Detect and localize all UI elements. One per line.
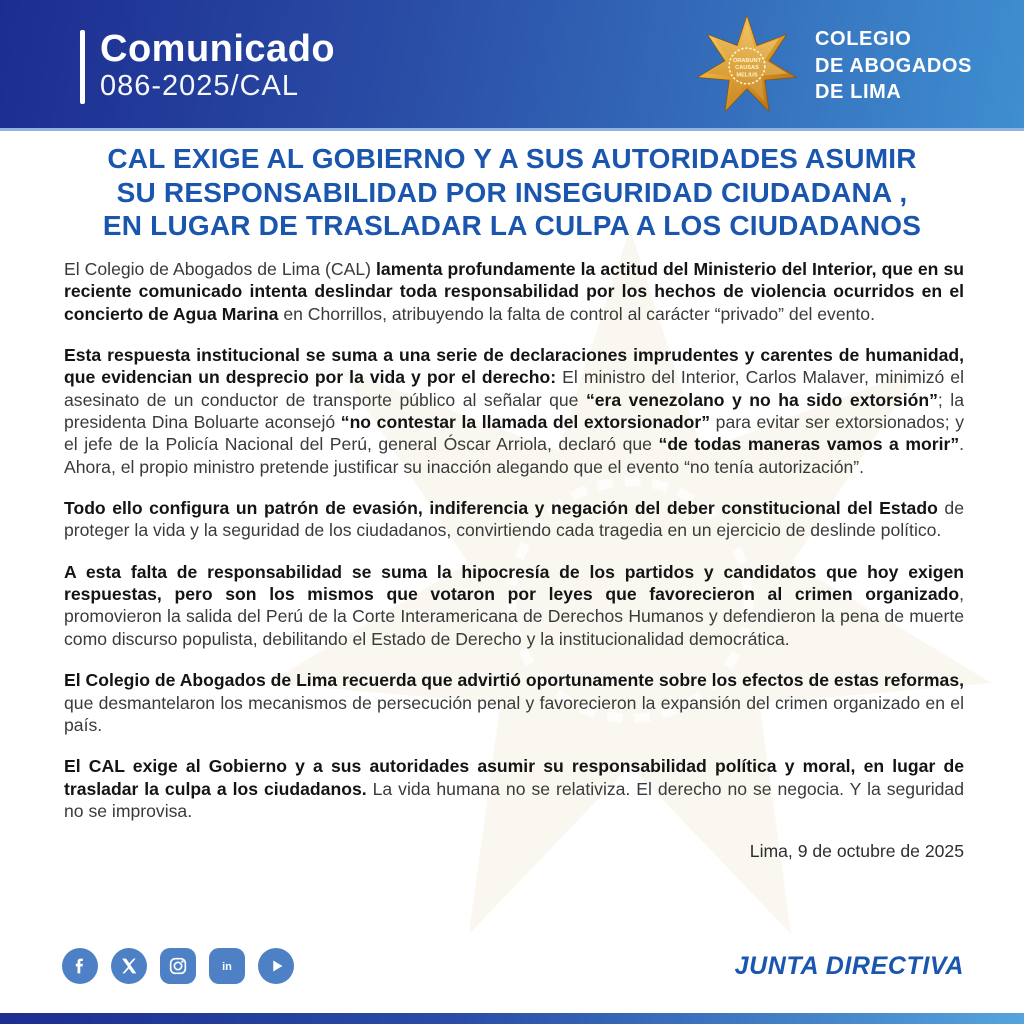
date-line: Lima, 9 de octubre de 2025 <box>749 841 964 862</box>
social-icons-row <box>62 948 294 984</box>
paragraph: Esta respuesta institucional se suma a una serie de declaraciones imprudentes y carentes de humanidad, que evidencian un desprecio por la vida y por el derecho: El ministro del Interior, Carlos Malaver, minimizó el asesinato de un conductor de transporte público al señalar que “era venezolano y no ha sido extorsión”; la presidenta Dina Boluarte aconsejó “no contestar la llamada del extorsionador” para evitar ser extorsionados; y el jefe de la Policía Nacional del Perú, general Óscar Arriola, declaró que “de todas maneras vamos a morir”. Ahora, el propio ministro pretende justificar su inacción alegando que el evento “no tenía autorización”. <box>64 345 965 477</box>
org-name-line: DE LIMA <box>815 81 902 104</box>
header-title-block <box>80 30 335 104</box>
play-icon[interactable] <box>258 948 294 984</box>
signature: JUNTA DIRECTIVA <box>734 951 964 980</box>
paragraph: El Colegio de Abogados de Lima recuerda que advirtió oportunamente sobre los efectos de estas reformas, que desmantelaron los mecanismos de persecución penal y favorecieron la expansión del crimen organizado en el país. <box>64 670 964 735</box>
bottom-gradient-bar <box>0 1013 1024 1024</box>
header <box>0 0 1024 131</box>
x-icon[interactable] <box>111 948 147 984</box>
header-accent-bar <box>80 30 85 104</box>
comunicado-label: Comunicado <box>100 28 336 71</box>
paragraph: El CAL exige al Gobierno y a sus autoridades asumir su responsabilidad política y moral, en lugar de trasladar la culpa a los ciudadanos. La vida humana no se relativiza. El derecho no se negocia. Y la seguridad no se improvisa. <box>64 756 965 821</box>
statement-body <box>64 258 964 862</box>
linkedin-icon[interactable] <box>209 948 245 984</box>
org-name-line: DE ABOGADOS <box>815 54 972 77</box>
page-title-line: SU RESPONSABILIDAD POR INSEGURIDAD CIUDADANA , <box>116 176 908 208</box>
org-block <box>693 12 972 120</box>
comunicado-number: 086-2025/CAL <box>100 70 300 103</box>
page-title-line: CAL EXIGE AL GOBIERNO Y A SUS AUTORIDADES ASUMIR <box>107 143 917 174</box>
paragraph: El Colegio de Abogados de Lima (CAL) lamenta profundamente la actitud del Ministerio del Interior, que en su reciente comunicado intenta deslindar toda responsabilidad por los hechos de violencia ocurridos en el concierto de Agua Marina en Chorrillos, atribuyendo la falta de control al carácter “privado” del evento. <box>64 259 964 324</box>
page-title <box>40 142 984 243</box>
org-name <box>815 26 972 105</box>
svg-text:CAUSAS: CAUSAS <box>735 65 759 72</box>
facebook-icon[interactable] <box>62 948 98 984</box>
paragraph: A esta falta de responsabilidad se suma la hipocresía de los partidos y candidatos que hoy exigen respuestas, pero son los mismos que votaron por leyes que favorecieron al crimen organizado, promovieron la salida del Perú de la Corte Interamericana de Derechos Humanos y defendieron la pena de muerte como discurso populista, debilitando el Estado de Derecho y la institucionalidad democrática. <box>64 561 964 649</box>
footer <box>62 948 964 984</box>
svg-text:MELIUS: MELIUS <box>736 72 758 79</box>
paragraph: Todo ello configura un patrón de evasión, indiferencia y negación del deber constitucional del Estado de proteger la vida y la seguridad de los ciudadanos, convirtiendo cada tragedia en un ejercicio de deslinde político. <box>64 498 964 541</box>
svg-text:ORABUNT: ORABUNT <box>732 58 762 65</box>
cal-gold-star-logo-icon <box>693 12 801 120</box>
instagram-icon[interactable] <box>160 948 196 984</box>
svg-text:in: in <box>222 961 232 974</box>
org-name-line: COLEGIO <box>815 28 912 51</box>
page-title-line: EN LUGAR DE TRASLADAR LA CULPA A LOS CIUDADANOS <box>102 210 922 242</box>
